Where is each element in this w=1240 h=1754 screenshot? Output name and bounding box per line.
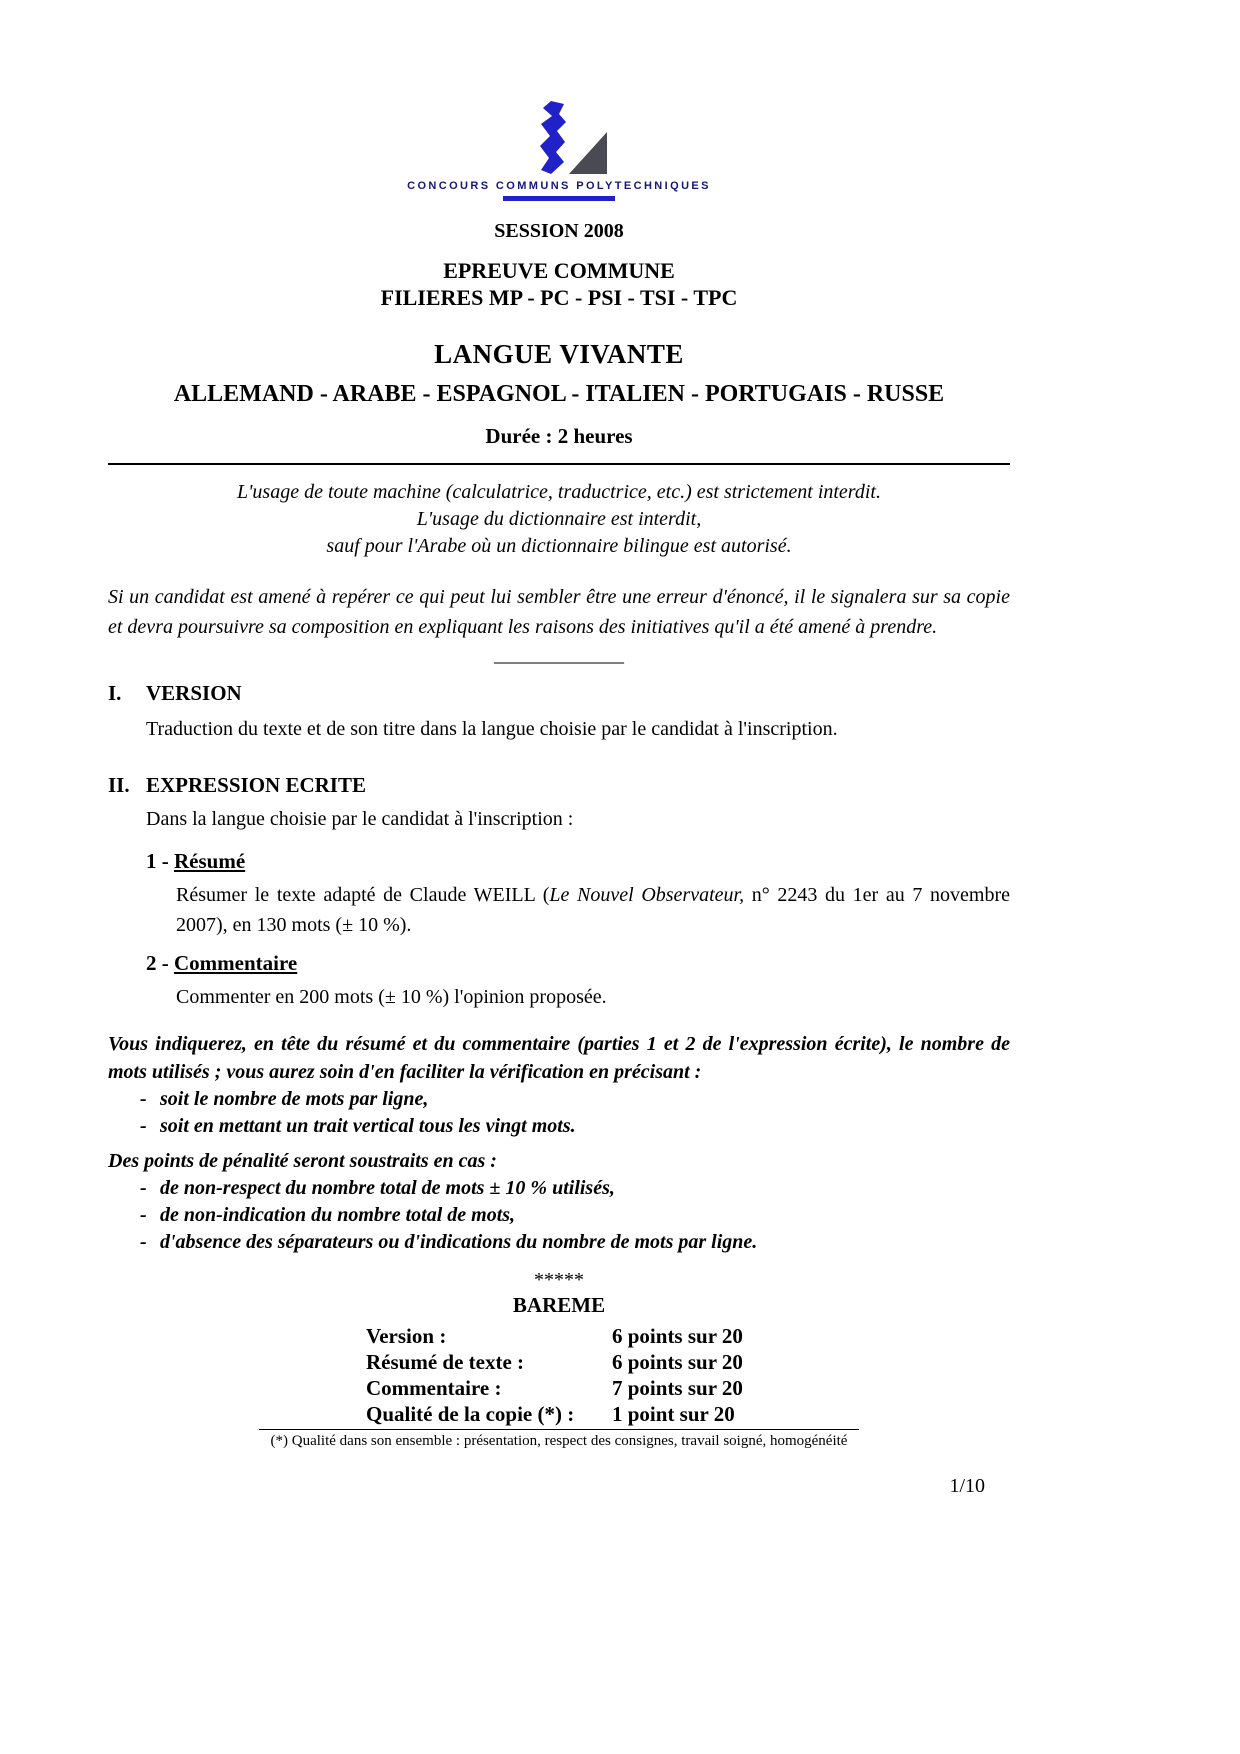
bareme-row-value: 6 points sur 20 (612, 1350, 743, 1374)
wordcount-instructions: Vous indiquerez, en tête du résumé et du commentaire (parties 1 et 2 de l'expression écrite), le nombre de mots utilisés ; vous aurez soin d'en faciliter la vérification en précisant : (108, 1033, 1010, 1083)
stars-separator: ***** (534, 1269, 584, 1291)
penalty-intro: Des points de pénalité seront soustraits en cas : (108, 1150, 497, 1172)
list-item-text: de non-indication du nombre total de mots, (160, 1204, 516, 1226)
section-version-body: Traduction du texte et de son titre dans la langue choisie par le candidat à l'inscription. (146, 718, 838, 740)
filieres-title: FILIERES MP - PC - PSI - TSI - TPC (380, 285, 738, 310)
table-row (366, 1375, 1010, 1401)
list-item (140, 1229, 1010, 1256)
penalty-list (108, 1175, 1010, 1256)
resume-heading-prefix: 1 - (146, 849, 174, 873)
list-item-marker: - (140, 1231, 147, 1253)
list-item-marker: - (140, 1177, 147, 1199)
notice-line-2: L'usage du dictionnaire est interdit, (416, 508, 702, 530)
list-item-text: de non-respect du nombre total de mots ± 10 % utilisés, (160, 1177, 615, 1199)
page-number: 1/10 (949, 1475, 985, 1497)
commentaire-heading (146, 950, 1010, 976)
epreuve-title: EPREUVE COMMUNE (443, 258, 675, 283)
languages-list: ALLEMAND - ARABE - ESPAGNOL - ITALIEN - PORTUGAIS - RUSSE (173, 381, 945, 407)
bareme-row-label: Qualité de la copie (*) : (366, 1402, 575, 1426)
table-row (366, 1323, 1010, 1349)
list-item-text: d'absence des séparateurs ou d'indications du nombre de mots par ligne. (160, 1231, 758, 1253)
logo-caption: CONCOURS COMMUNS POLYTECHNIQUES (407, 180, 711, 192)
table-row (366, 1349, 1010, 1375)
header-divider (108, 463, 1010, 465)
page-content (108, 0, 1010, 1451)
resume-body-pre: Résumer le texte adapté de Claude WEILL ( (176, 884, 550, 906)
section-expression-number: II. (108, 773, 130, 797)
section-expression-heading (108, 772, 1010, 798)
usage-notice (108, 479, 1010, 560)
section-expression-intro: Dans la langue choisie par le candidat à l'inscription : (146, 808, 574, 830)
document-title: LANGUE VIVANTE (434, 339, 684, 369)
section-version-heading (108, 680, 1010, 706)
list-item-marker: - (140, 1115, 147, 1137)
wordcount-options-list (108, 1086, 1010, 1140)
footnote: (*) Qualité dans son ensemble : présentation, respect des consignes, travail soigné, homogénéité (270, 1433, 848, 1449)
bareme-row-label: Version : (366, 1324, 447, 1348)
bareme-row-label: Commentaire : (366, 1376, 502, 1400)
logo-underline (503, 196, 615, 201)
bareme-row-value: 6 points sur 20 (612, 1324, 743, 1348)
resume-heading-title: Résumé (174, 849, 246, 873)
list-item (140, 1113, 1010, 1140)
resume-body-post: n° 2243 du 1er au 7 novembre 2007), en 130 mots (± 10 %). (176, 884, 1010, 936)
duration-label: Durée : 2 heures (485, 424, 633, 448)
session-title: SESSION 2008 (494, 220, 624, 242)
commentaire-heading-prefix: 2 - (146, 951, 174, 975)
list-item (140, 1086, 1010, 1113)
list-item (140, 1202, 1010, 1229)
bareme-row-label: Résumé de texte : (366, 1350, 525, 1374)
section-separator: _____________ (494, 644, 624, 666)
bareme-title: BAREME (512, 1293, 606, 1317)
list-item-text: soit en mettant un trait vertical tous les vingt mots. (160, 1115, 576, 1137)
bareme-row-value: 1 point sur 20 (612, 1402, 735, 1426)
section-version-title: VERSION (146, 681, 242, 705)
footnote-divider (259, 1429, 859, 1430)
resume-body (176, 880, 1010, 940)
table-row (366, 1401, 1010, 1427)
resume-heading (146, 848, 1010, 874)
logo (108, 100, 1010, 201)
commentaire-heading-title: Commentaire (174, 951, 298, 975)
bareme-table (108, 1323, 1010, 1427)
notice-line-1: L'usage de toute machine (calculatrice, traductrice, etc.) est strictement interdit. (237, 481, 881, 503)
section-version-number: I. (108, 681, 122, 705)
bareme-row-value: 7 points sur 20 (612, 1376, 743, 1400)
error-notice-paragraph: Si un candidat est amené à repérer ce qui peut lui sembler être une erreur d'énoncé, il le signalera sur sa copie et devra poursuivre sa composition en expliquant les raisons des initiatives qu'il a été amené à prendre. (108, 586, 1010, 638)
notice-line-3: sauf pour l'Arabe où un dictionnaire bilingue est autorisé. (326, 535, 792, 557)
list-item (140, 1175, 1010, 1202)
list-item-marker: - (140, 1088, 147, 1110)
list-item-text: soit le nombre de mots par ligne, (160, 1088, 429, 1110)
ccp-logo-icon (469, 100, 649, 176)
commentaire-body: Commenter en 200 mots (± 10 %) l'opinion proposée. (176, 986, 607, 1008)
list-item-marker: - (140, 1204, 147, 1226)
section-expression-title: EXPRESSION ECRITE (146, 773, 366, 797)
resume-body-source: Le Nouvel Observateur, (549, 884, 745, 906)
